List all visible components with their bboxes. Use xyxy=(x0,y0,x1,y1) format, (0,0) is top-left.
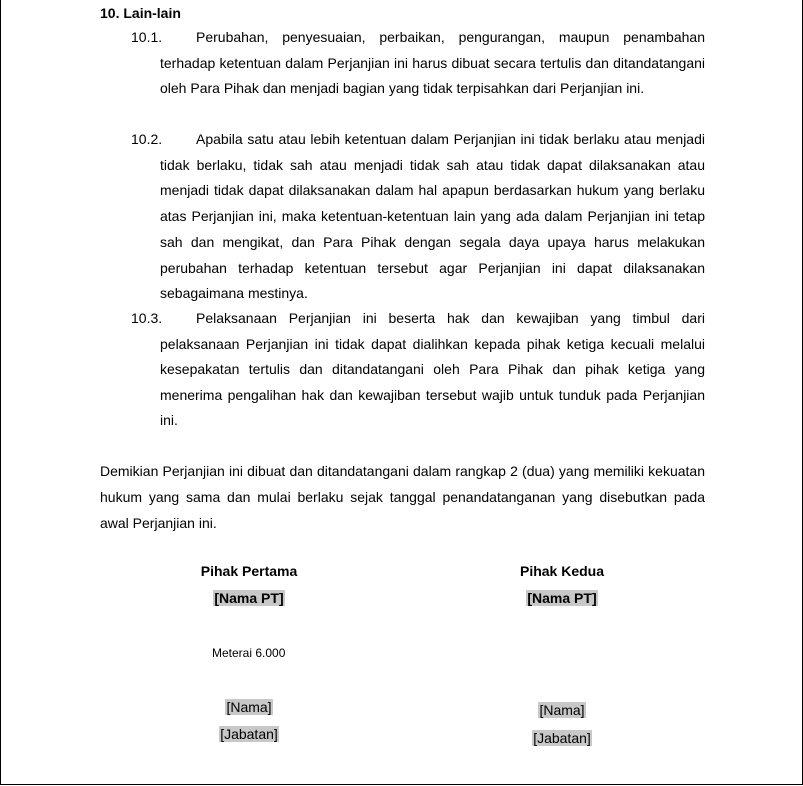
name-placeholder: [Nama] xyxy=(226,699,272,715)
signature-block-first-party xyxy=(149,560,349,608)
name-placeholder: [Nama] xyxy=(539,702,585,718)
clause-text: Apabila satu atau lebih ketentuan dalam Perjanjian ini tidak berlaku atau menjadi tidak berlaku, tidak sah atau menjadi tidak sah atau tidak dapat dilaksanakan atau menjadi tidak dapat dilaksanakan dalam hal apapun berdasarkan hukum yang berlaku atas Perjanjian ini, maka ketentuan-ketentuan lain yang ada dalam Perjanjian ini tetap sah dan mengikat, dan Para Pihak dengan segala daya upaya harus melakukan perubahan terhadap ketentuan tersebut agar Perjanjian ini dapat dilaksanakan sebagaimana mestinya. xyxy=(160,131,705,302)
company-placeholder: [Nama PT] xyxy=(527,590,597,606)
position-placeholder: [Jabatan] xyxy=(220,726,278,742)
clause-number: 10.3. xyxy=(131,310,163,326)
closing-paragraph: Demikian Perjanjian ini dibuat dan ditandatangani dalam rangkap 2 (dua) yang memiliki kekuatan hukum yang sama dan mulai berlaku sejak tanggal penandatanganan yang disebutkan pada awal Perjanjian ini. xyxy=(100,463,705,531)
clause-10-3 xyxy=(100,306,705,434)
first-party-name xyxy=(149,697,349,717)
signature-title: Pihak Pertama xyxy=(200,563,298,579)
section-title: 10. Lain-lain xyxy=(100,5,181,21)
clause-text: Perubahan, penyesuaian, perbaikan, pengurangan, maupun penambahan terhadap ketentuan dalam Perjanjian ini harus dibuat secara tertulis dan ditandatangani oleh Para Pihak dan menjadi bagian yang tidak terpisahkan dari Perjanjian ini. xyxy=(160,29,705,96)
signature-block-second-party xyxy=(462,560,662,608)
second-party-name xyxy=(462,700,662,720)
clause-text: Pelaksanaan Perjanjian ini beserta hak dan kewajiban yang timbul dari pelaksanaan Perjanjian ini tidak dapat dialihkan kepada pihak ketiga kecuali melalui kesepakatan tertulis dan ditandatangani oleh Para Pihak dan pihak ketiga yang menerima pengalihan hak dan kewajiban tersebut wajib untuk tunduk pada Perjanjian ini. xyxy=(160,310,705,429)
second-party-position xyxy=(462,728,662,748)
company-placeholder: [Nama PT] xyxy=(214,590,284,606)
signature-title: Pihak Kedua xyxy=(519,563,605,579)
position-placeholder: [Jabatan] xyxy=(533,730,591,746)
first-party-position xyxy=(149,724,349,744)
clause-number: 10.1. xyxy=(131,29,163,45)
clause-10-1 xyxy=(100,25,705,102)
stamp-duty-label: Meterai 6.000 xyxy=(212,646,286,660)
clause-number: 10.2. xyxy=(131,131,163,147)
clause-10-2 xyxy=(100,127,705,307)
